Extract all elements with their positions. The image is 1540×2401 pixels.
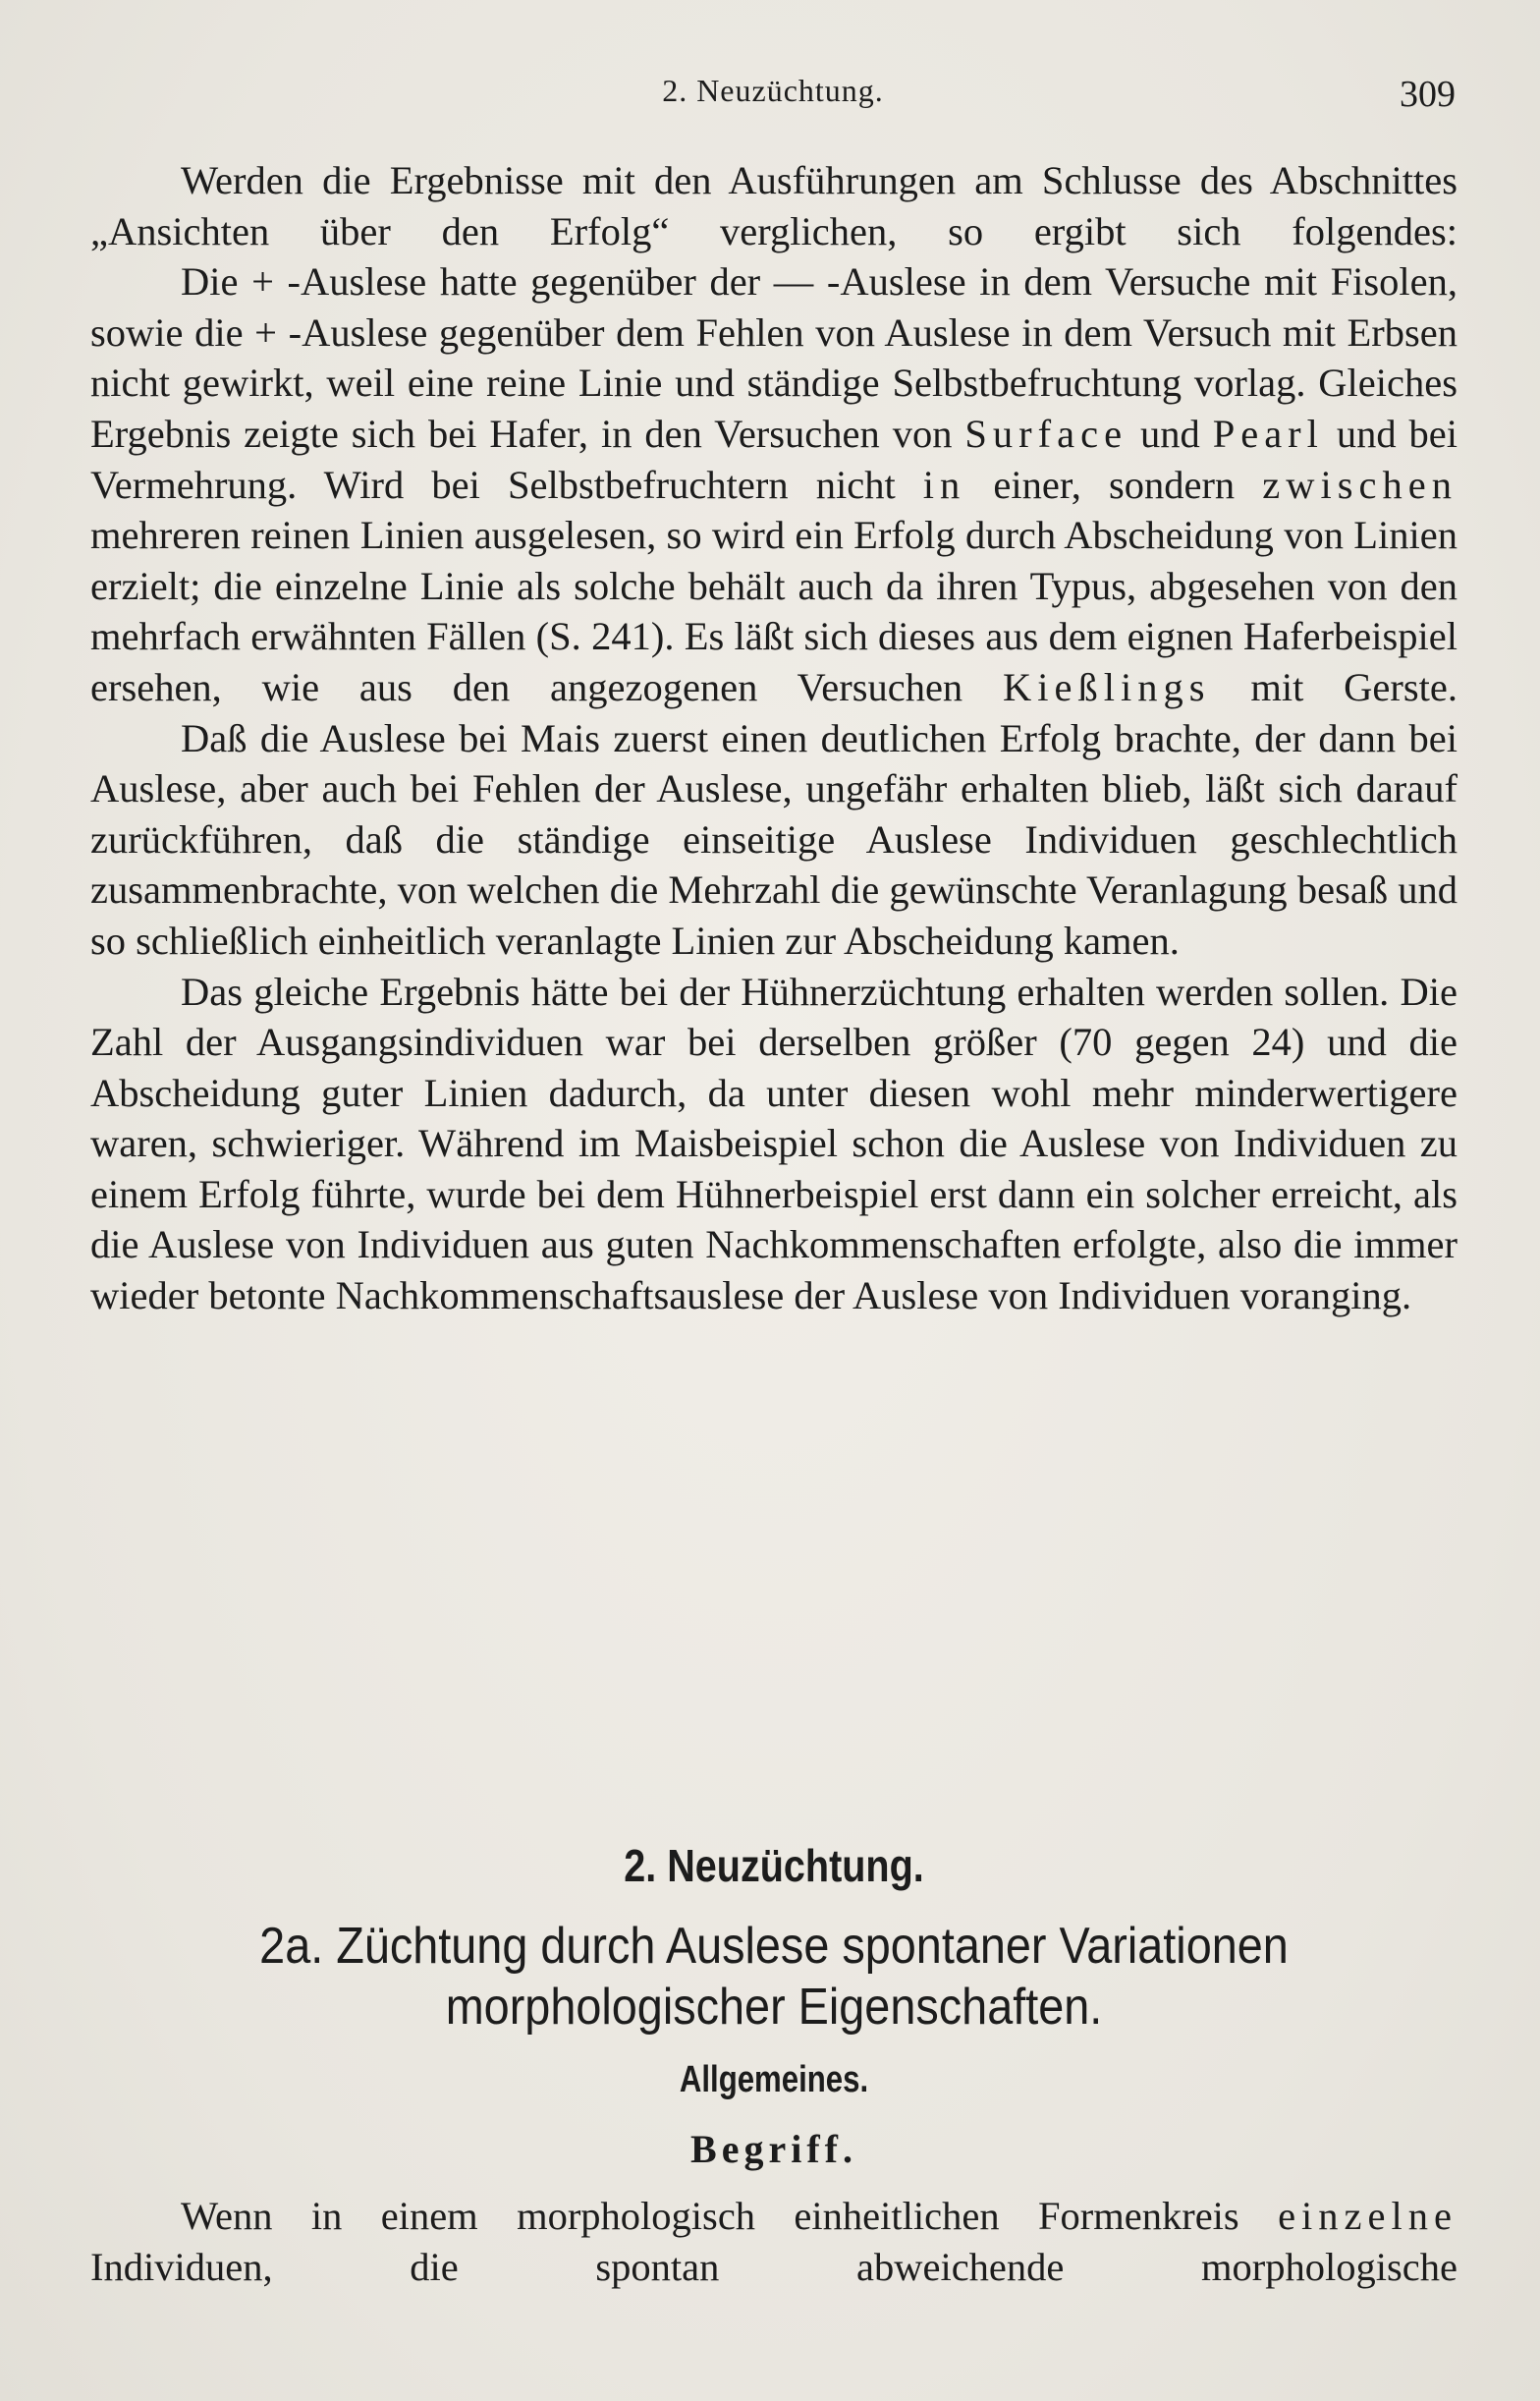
paragraph-text: Die + -Auslese hatte gegenüber der — -Auslese in dem Versuche mit Fisolen, sowie die + -Auslese gegenüber dem Fehlen von Auslese in dem Versuch mit Erbsen nicht gewirkt, weil eine reine Linie und ständige Selbstbefruchtung vorlag. Gleiches Ergebnis zeigte sich bei Hafer, in den Versuchen von	[90, 259, 1458, 456]
running-head	[90, 73, 1456, 132]
paragraph-text: und bei Vermehrung. Wird bei Selbstbefruchtern nicht	[90, 411, 1458, 507]
paragraph-4	[90, 967, 1458, 1321]
emphasis-pearl: Pearl	[1212, 411, 1324, 456]
paragraph-text: Individuen, die spontan abweichende morphologische	[90, 2244, 1458, 2289]
emphasis-einzelne: einzelne	[1278, 2194, 1458, 2238]
emphasis-kiesslings: Kießlings	[1003, 664, 1211, 709]
topic-heading: Begriff.	[690, 2127, 857, 2171]
paragraph-5	[90, 2191, 1458, 2292]
paragraph-1	[90, 155, 1458, 256]
emphasis-zwischen: zwischen	[1262, 462, 1458, 507]
section-heading: 2. Neuzüchtung.	[624, 1840, 924, 1891]
paragraph-3	[90, 713, 1458, 967]
paragraph-text: und	[1128, 411, 1213, 456]
subsection-heading	[159, 1916, 1390, 2038]
page-number: 309	[1400, 74, 1456, 115]
paragraph-text: Das gleiche Ergebnis hätte bei der Hühnerzüchtung erhalten werden sollen. Die Zahl der Ausgangsindividuen war bei derselben größer (70 gegen 24) und die Abscheidung guter Linien dadurch, da unter diesen wohl mehr minderwertigere waren, schwieriger. Während im Maisbeispiel schon die Auslese von Individuen zu einem Erfolg führte, wurde bei dem Hühnerbeispiel erst dann ein solcher erreicht, als die Auslese von Individuen aus guten Nachkommenschaften erfolgte, also die immer wieder betonte Nachkommenschaftsauslese der Auslese von Individuen voranging.	[90, 969, 1458, 1318]
paragraph-text: mehreren reinen Linien ausgelesen, so wird ein Erfolg durch Abscheidung von Linien erzielt; die einzelne Linie als solche behält auch da ihren Typus, abgesehen von den mehrfach erwähnten Fällen (S. 241). Es läßt sich dieses aus dem eignen Haferbeispiel ersehen, wie aus den angezogenen Versuchen	[90, 513, 1458, 709]
subsubsection-heading: Allgemeines.	[679, 2059, 869, 2100]
emphasis-surface: Surface	[964, 411, 1128, 456]
body-text	[90, 155, 1458, 1321]
paragraph-text: mit Gerste.	[1210, 664, 1458, 709]
running-title: 2. Neuzüchtung.	[662, 73, 884, 108]
paragraph-2	[90, 256, 1458, 712]
emphasis-in: in	[922, 462, 966, 507]
paragraph-text: Daß die Auslese bei Mais zuerst einen deutlichen Erfolg brachte, der dann bei Auslese, aber auch bei Fehlen der Auslese, ungefähr erhalten blieb, läßt sich darauf zurückführen, daß die ständige einseitige Auslese Individuen geschlechtlich zusammenbrachte, von welchen die Mehrzahl die gewünschte Veranlagung besaß und so schließlich einheitlich veranlagte Linien zur Abscheidung kamen.	[90, 715, 1458, 963]
paragraph-text: einer, sondern	[965, 462, 1263, 507]
subsection-heading-line-2: morphologischer Eigenschaften.	[445, 1979, 1103, 2036]
paragraph-text: Werden die Ergebnisse mit den Ausführungen am Schlusse des Abschnittes „Ansichten über den Erfolg“ verglichen, so ergibt sich folgendes:	[90, 158, 1458, 253]
subsection-heading-line-1: 2a. Züchtung durch Auslese spontaner Variationen	[259, 1918, 1289, 1975]
paragraph-text: Wenn in einem morphologisch einheitlichen Formenkreis	[181, 2194, 1279, 2238]
tail-text	[90, 2191, 1458, 2292]
